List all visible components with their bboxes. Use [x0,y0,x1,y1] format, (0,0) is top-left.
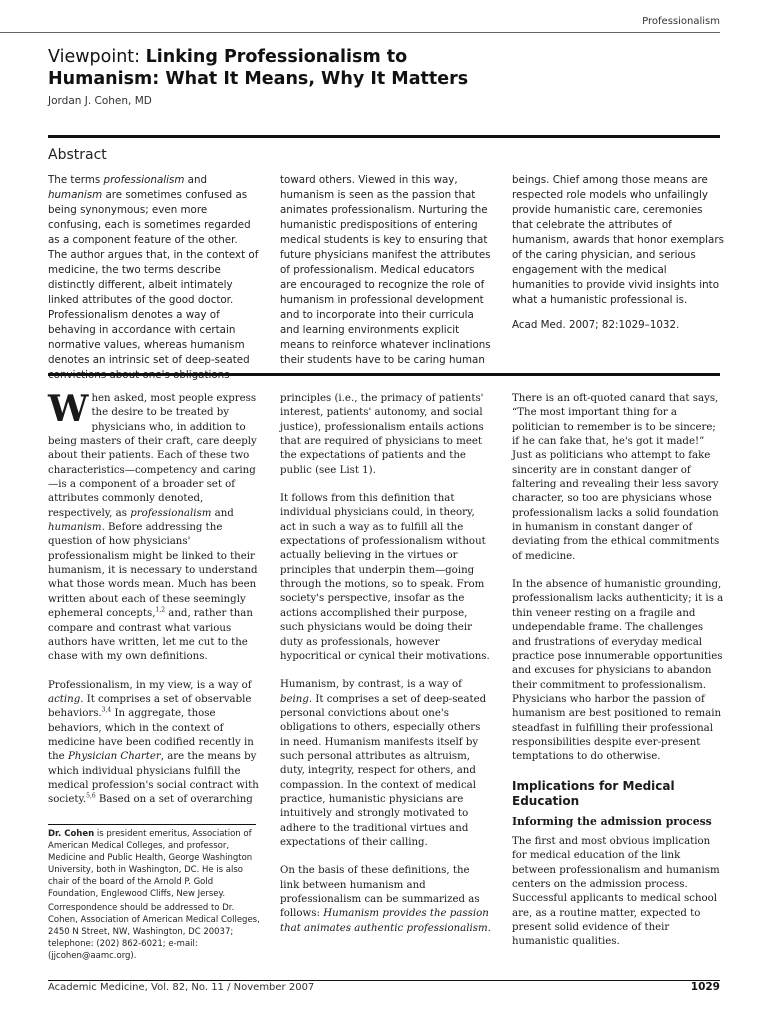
footnote-rule [48,824,256,825]
abstract-column-2 [280,173,492,368]
body-text: . It comprises a set of observable behaviors. [48,693,252,720]
body-text: , are the means by which individual physicians fulfill the medical profession's social contract with society. [48,751,259,806]
footer-rule [48,980,720,981]
body-column-1 [48,388,260,822]
body-text: and, rather than compare and contrast what various authors have written, let me cut to the chase with my own definitions. [48,608,253,663]
abstract-bottom-rule [48,373,720,376]
abstract-text: The terms [48,174,104,186]
body-text: In aggregate, those behaviors, which in the context of medicine have been codified recently in the [48,708,254,763]
abstract-column-3 [512,173,724,333]
body-text: It follows from this definition that individual physicians could, in theory, act in such a way as to fulfill all the expectations of professionalism without actually believing in the virtues or principles that underpin them—going through the motions, so to speak. From society's perspective, insofar as the actions accomplished their purpose, such physicians would be doing their duty as professionals, however hypocritical or cynical their motivations. [280,493,490,662]
abstract-term: humanism [48,189,103,201]
body-text: hen asked, most people express the desire to be treated by physicians who, in addition to being masters of their craft, care deeply about their patients. Each of these two characteristics—competency and caring—is a component of a broader set of attributes commonly denoted, respectively, as [48,393,257,519]
body-text: Based on a set of overarching [95,794,253,806]
body-text: Humanism, by contrast, is a way of [280,679,462,691]
top-rule [0,32,720,33]
reference-link[interactable]: 5,6 [86,792,96,800]
bio-text: is president emeritus, Association of American Medical Colleges, and professor, Medicine and Public Health, George Washington University, both in Washington, DC. He is also chair of the board of the Arnold P. Gold Foundation, Englewood Cliffs, New Jersey. [48,829,253,899]
body-emphasis: being [280,693,309,705]
body-text: . It comprises a set of deep-seated personal convictions about one's obligations to others, especially others in need. Humanism manifests itself by such personal attributes as altruism, duty, integrity, respect for others, and compassion. In the context of medical practice, humanistic physicians are intuitively and strongly motivated to adhere to the traditional virtues and expectations of their calling. [280,693,487,848]
body-emphasis: professionalism [130,507,212,519]
correspondence-text: Correspondence should be addressed to Dr. Cohen, Association of American Medical Colleges, 2450 N Street, NW, Washington, DC 20037; telephone: (202) 862-6021; e-mail: (jjcohen@aamc.org). [48,903,260,961]
body-text: Professionalism, in my view, is a way of [48,679,252,691]
abstract-text: are sometimes confused as being synonymous; even more confusing, each is sometimes regarded as a component feature of the other. The author argues that, in the context of medicine, the two terms describe distinctly different, albeit intimately linked attributes of the good doctor. Professionalism denotes a way of behaving in accordance with certain normative values, whereas humanism denotes an intrinsic set of deep-seated [48,189,259,366]
body-emphasis: Humanism provides the passion that animates authentic professionalism. [280,908,491,934]
abstract-text: toward others. Viewed in this way, humanism is seen as the passion that animates professionalism. Nurturing the humanistic predispositions of entering medical students is key to ensuring that future physicians manifest the attributes of professionalism. Medical educators are encouraged to recognize the role of humanism in professional development and to incorporate into their curricula and learning environments explicit means to reinforce whatever inclinations their students have to be caring human [280,174,491,366]
reference-link[interactable]: 3,4 [101,706,112,714]
article-title [48,46,708,90]
body-emphasis: humanism [48,522,102,534]
author-byline: Jordan J. Cohen, MD [48,95,152,107]
subsection-heading: Informing the admission process [512,814,712,828]
body-column-3 [512,392,724,964]
author-bio-footnote [48,828,260,900]
body-text: The first and most obvious implication for medical education of the link between professionalism and humanism centers on the admission process. Successful applicants to medical school are, as a routine matter, expected to present solid evidence of their humanistic qualities. [512,835,720,948]
body-text: There is an oft-quoted canard that says, “The most important thing for a politician to remember is to be sincere; if he can fake that, he's got it made!” Just as politicians who attempt to fake sincerity are in constant danger of faltering and revealing their less savory character, so too are physicians whose professionalism lacks a solid foundation in humanism in constant danger of deviating from the ethical commitments of medicine. [512,393,720,562]
abstract-column-1 [48,173,260,383]
abstract-top-rule [48,135,720,138]
bio-name: Dr. Cohen [48,829,95,839]
body-column-2 [280,392,492,950]
correspondence-footnote [48,902,260,962]
abstract-heading: Abstract [48,147,107,163]
running-head: Professionalism [642,16,720,27]
abstract-text: and [184,174,208,186]
body-emphasis: Physician Charter [67,751,161,763]
drop-cap: W [48,388,89,430]
body-text: and [211,507,234,519]
citation: Acad Med. 2007; 82:1029–1032. [512,319,680,331]
body-emphasis: acting [48,693,81,705]
body-text: On the basis of these definitions, the link between humanism and professionalism can be summarized as follows: [280,865,480,920]
section-heading: Implications for Medical Education [512,778,675,808]
abstract-term: professionalism [103,174,185,186]
journal-citation: Academic Medicine, Vol. 82, No. 11 / November 2007 [48,982,315,993]
page-number: 1029 [690,981,720,993]
title-prefix: Viewpoint: [48,47,146,67]
body-text: . Before addressing the question of how physicians' professionalism might be linked to their humanism, it is necessary to understand what those words mean. Much has been written about each of these seemingly ephemeral concepts, [48,522,258,620]
abstract-text: beings. Chief among those means are respected role models who unfailingly provide humanistic care, ceremonies that celebrate the attributes of humanism, awards that honor exemplars of the caring physician, and serious engagement with the medical humanities to provide vivid insights into what a humanistic professional is. [512,174,724,306]
title-line-2: Humanism: What It Means, Why It Matters [48,69,469,89]
body-text: principles (i.e., the primacy of patients' interest, patients' autonomy, and social justice), professionalism entails actions that are required of physicians to meet the expectations of patients and the public (see List 1). [280,393,484,476]
body-text: In the absence of humanistic grounding, professionalism lacks authenticity; it is a thin veneer resting on a fragile and undependable frame. The challenges and frustrations of everyday medical practice pose innumerable opportunities and excuses for physicians to abandon their commitment to professionalism. Physicians who harbor the passion of humanism are best positioned to remain steadfast in fulfilling their professional responsibilities despite ever-present temptations to do otherwise. [512,579,724,763]
title-line-1: Linking Professionalism to [145,47,408,67]
reference-link[interactable]: 1,2 [155,606,166,614]
